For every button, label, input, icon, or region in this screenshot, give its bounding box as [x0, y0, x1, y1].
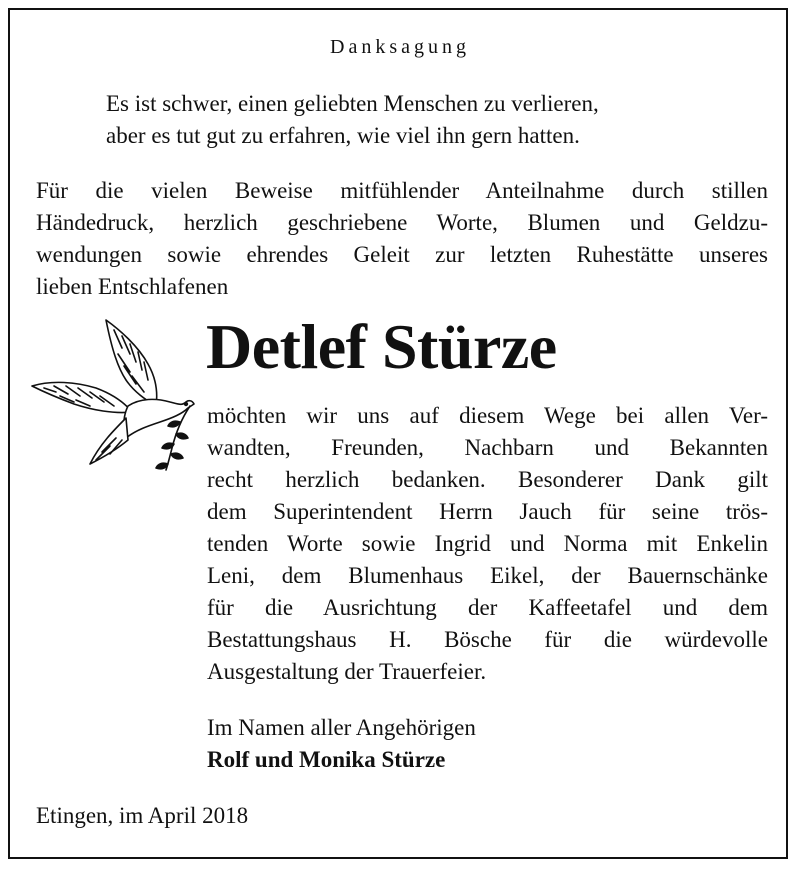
deceased-name: Detlef Stürze	[206, 311, 557, 382]
thanks-line: dem Superintendent Herrn Jauch für seine trös-	[207, 499, 768, 524]
thanks-paragraph	[207, 400, 768, 688]
thanks-line: Ausgestaltung der Trauerfeier.	[207, 659, 487, 684]
thanks-line: für die Ausrichtung der Kaffeetafel und dem	[207, 595, 768, 620]
quote-line: Es ist schwer, einen geliebten Menschen zu verlieren,	[106, 91, 599, 116]
quote-block	[106, 88, 599, 152]
thanks-line: wandten, Freunden, Nachbarn und Bekannten	[207, 435, 768, 460]
dove-with-olive-branch-icon	[30, 318, 200, 473]
place-date: Etingen, im April 2018	[36, 803, 249, 828]
closing-block	[207, 712, 476, 776]
intro-line: lieben Entschlafenen	[36, 274, 229, 299]
intro-line: Für die vielen Beweise mitfühlender Anteilnahme durch stillen	[36, 178, 768, 203]
intro-line: wendungen sowie ehrendes Geleit zur letzten Ruhestätte unseres	[36, 242, 768, 267]
thanks-line: tenden Worte sowie Ingrid und Norma mit Enkelin	[207, 531, 768, 556]
notice-heading: Danksagung	[330, 36, 470, 58]
thanks-line: Leni, dem Blumenhaus Eikel, der Bauernschänke	[207, 563, 768, 588]
thanks-line: recht herzlich bedanken. Besonderer Dank gilt	[207, 467, 768, 492]
intro-line: Händedruck, herzlich geschriebene Worte, Blumen und Geldzu-	[36, 210, 768, 235]
thanks-line: Bestattungshaus H. Bösche für die würdevolle	[207, 627, 768, 652]
on-behalf-line: Im Namen aller Angehörigen	[207, 715, 476, 740]
intro-paragraph	[36, 175, 768, 303]
signers-line: Rolf und Monika Stürze	[207, 747, 446, 772]
quote-line: aber es tut gut zu erfahren, wie viel ihn gern hatten.	[106, 123, 580, 148]
thanks-line: möchten wir uns auf diesem Wege bei allen Ver-	[207, 403, 768, 428]
